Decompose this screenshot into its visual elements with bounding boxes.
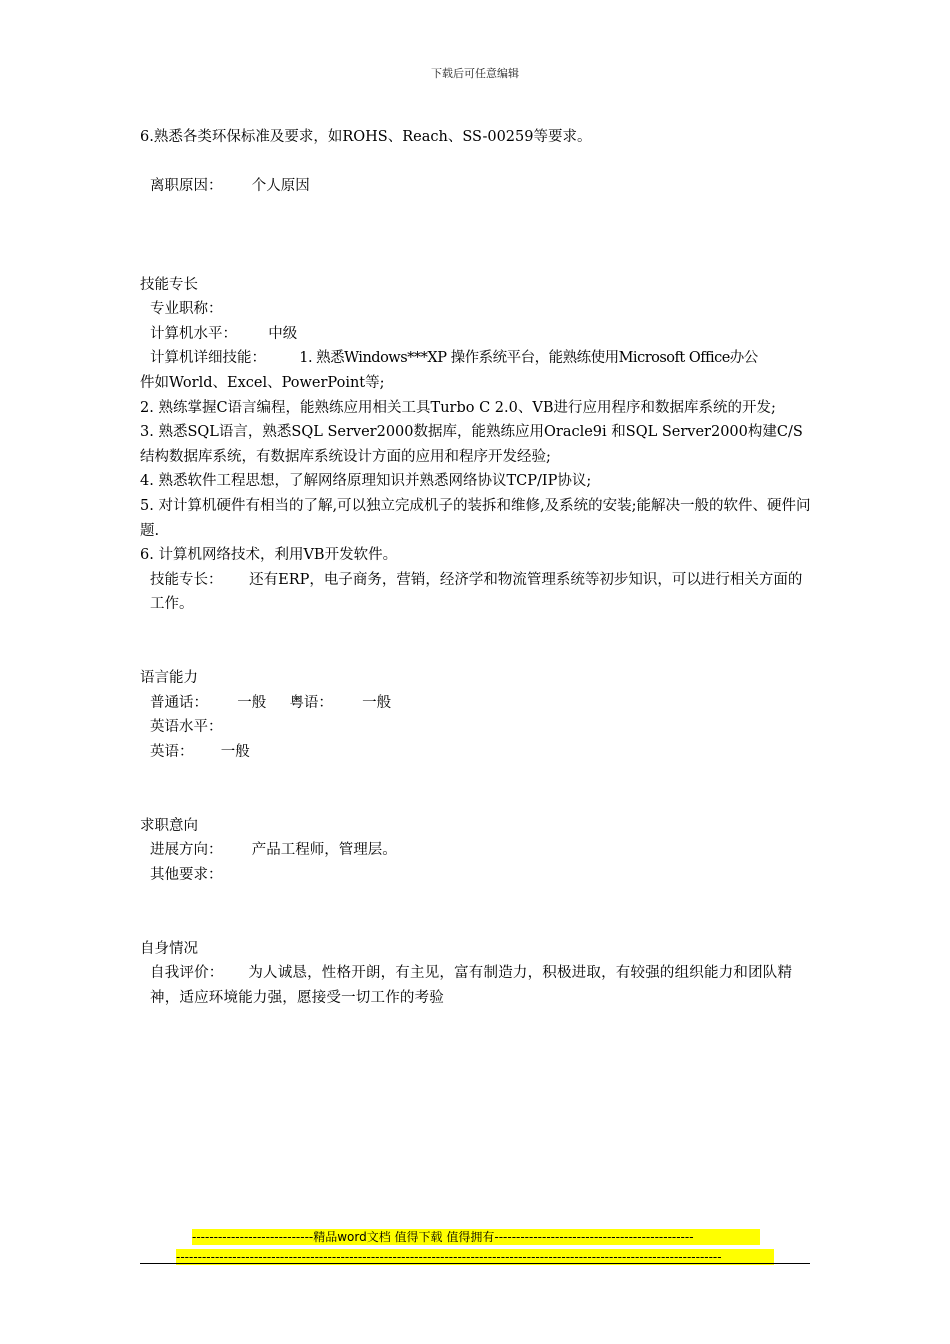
english-label: 英语： (150, 743, 194, 760)
footer-banner-line-2: ------------------------------------------------------------------------------------------------------------------------------ (176, 1249, 774, 1265)
skill-item-1a: 1. 熟悉Windows***XP 操作系统平台，能熟练使用Microsoft Office办公 (299, 350, 758, 367)
cantonese-value: 一般 (362, 694, 392, 711)
skill-item-2: 2. 熟练掌握C语言编程，能熟练应用相关工具Turbo C 2.0、VB进行应用程序和数据库系统的开发; (140, 399, 776, 416)
professional-title-label: 专业职称： (150, 301, 223, 318)
skill-item-3: 3. 熟悉SQL语言，熟悉SQL Server2000数据库，能熟练应用Oracle9i 和SQL Server2000构建C/S结构数据库系统，有数据库系统设计方面的应用和程序开发经验; (140, 424, 803, 465)
spacer (140, 150, 812, 175)
direction-value: 产品工程师，管理层。 (251, 842, 397, 859)
other-requirements-label: 其他要求： (150, 866, 223, 883)
cantonese-label: 粤语： (289, 694, 333, 711)
mandarin-label: 普通话： (150, 694, 208, 711)
specialty-label: 技能专长： (150, 571, 223, 588)
english-level-label: 英语水平： (150, 719, 223, 736)
env-standards-line: 6.熟悉各类环保标准及要求，如ROHS、Reach、SS-00259等要求。 (140, 129, 592, 145)
dialect-row (140, 691, 812, 716)
intent-heading: 求职意向 (140, 817, 198, 834)
self-eval-row (140, 961, 812, 1010)
computer-level-label: 计算机水平： (150, 325, 237, 342)
computer-level-value: 中级 (268, 325, 298, 342)
spacer (140, 617, 812, 666)
direction-row (140, 838, 812, 863)
document-body (140, 125, 812, 1010)
computer-skills-label: 计算机详细技能： (150, 350, 266, 367)
spacer (140, 887, 812, 936)
leave-reason-row (140, 174, 812, 199)
skill-item-4: 4. 熟悉软件工程思想，了解网络原理知识并熟悉网络协议TCP/IP协议; (140, 473, 592, 490)
english-row (140, 740, 812, 765)
footer-banner-line-1: ----------------------------精品word文档 值得下载 值得拥有---------------------------------------------- (192, 1229, 760, 1245)
computer-level-row (140, 322, 812, 347)
direction-label: 进展方向： (150, 842, 223, 859)
skill-item-5: 5. 对计算机硬件有相当的了解,可以独立完成机子的装拆和维修,及系统的安装;能解决一般的软件、硬件问题. (140, 497, 811, 539)
english-value: 一般 (220, 743, 250, 760)
self-eval-label: 自我评价： (150, 965, 224, 982)
specialty-row (140, 568, 812, 617)
skills-heading: 技能专长 (140, 276, 198, 293)
footer-divider (140, 1263, 810, 1264)
leave-reason-value: 个人原因 (251, 178, 310, 195)
language-heading: 语言能力 (140, 670, 198, 687)
computer-skills-row (140, 346, 812, 371)
mandarin-value: 一般 (237, 694, 267, 711)
spacer (140, 199, 812, 273)
self-heading: 自身情况 (140, 940, 198, 957)
skill-item-1b: 件如World、Excel、PowerPoint等; (140, 374, 385, 391)
leave-reason-label: 离职原因： (150, 178, 223, 195)
skill-item-6: 6. 计算机网络技术，利用VB开发软件。 (140, 547, 398, 564)
spacer (140, 764, 812, 813)
specialty-value: 还有ERP，电子商务，营销，经济学和物流管理系统等初步知识，可以进行相关方面的工作。 (150, 571, 803, 613)
page-header: 下载后可任意编辑 (431, 67, 519, 80)
self-eval-value: 为人诚恳，性格开朗，有主见，富有制造力，积极进取，有较强的组织能力和团队精神，适应环境能力强，愿接受一切工作的考验 (150, 965, 793, 1006)
